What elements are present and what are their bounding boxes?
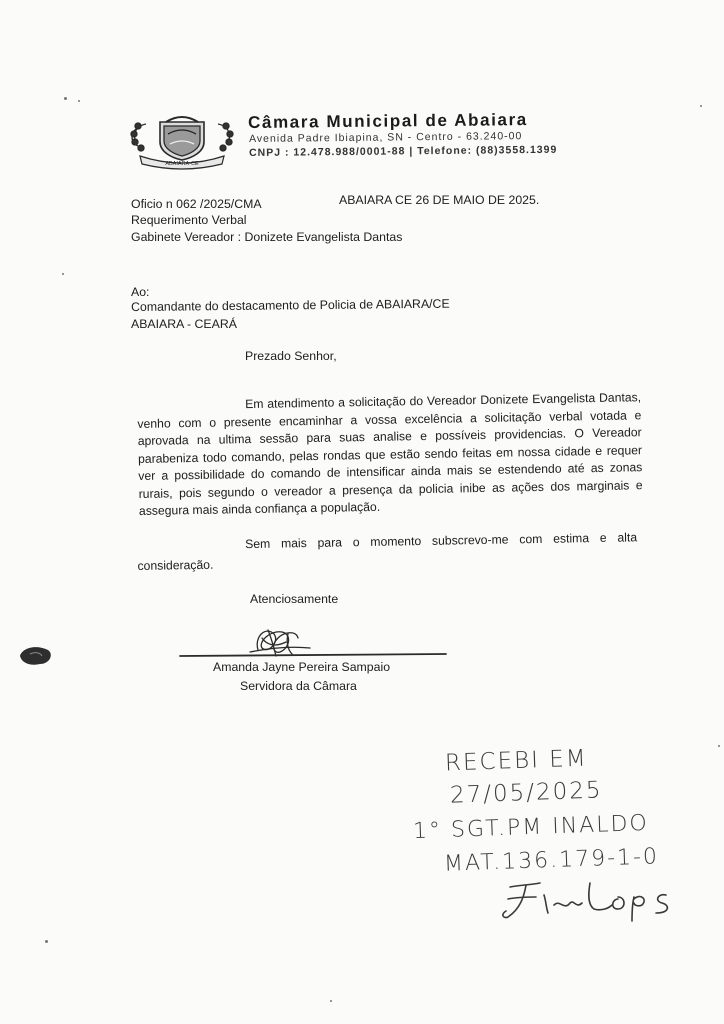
receipt-line-4: MAT.136.179-1-0 [443, 844, 660, 877]
scan-speck [64, 97, 67, 100]
recipient-line-2: ABAIARA - CEARÁ [131, 317, 237, 331]
letterhead-title: Câmara Municipal de Abaiara [248, 110, 528, 132]
recipient-ao: Ao: [131, 285, 150, 299]
scan-speck [718, 745, 720, 747]
place-date: ABAIARA CE 26 DE MAIO DE 2025. [339, 193, 540, 207]
salutation: Prezado Senhor, [245, 349, 337, 363]
receipt-line-3: 1° SGT.PM INALDO [412, 810, 650, 845]
letterhead-address: Avenida Padre Ibiapina, SN - Centro - 63.240-00 [249, 130, 523, 145]
oficio-number: Oficio n 062 /2025/CMA [131, 197, 262, 211]
signer-role: Servidora da Câmara [240, 679, 357, 693]
body-paragraph [137, 389, 643, 520]
handwritten-signature [170, 608, 460, 688]
sign-off: Atenciosamente [250, 592, 339, 606]
scan-speck [45, 940, 48, 943]
signer-name: Amanda Jayne Pereira Sampaio [213, 660, 391, 674]
crest-banner-text: ABAIARA-CE [165, 161, 199, 167]
receipt-line-1: RECEBI EM [444, 745, 589, 777]
letterhead-cnpj-phone: CNPJ : 12.478.988/0001-88 | Telefone: (88)3558.1399 [249, 143, 558, 159]
closing-paragraph-text: Sem mais para o momento subscrevo-me com estima e alta consideração. [137, 530, 638, 573]
receipt-signature [490, 875, 690, 925]
requerimento-label: Requerimento Verbal [131, 213, 247, 227]
scan-speck [78, 100, 80, 102]
scan-edge-blot [18, 644, 54, 666]
scan-speck [700, 105, 702, 107]
body-paragraph-text: Em atendimento a solicitação do Vereador Donizete Evangelista Dantas, venho com o presente encaminhar a vossa excelência a solicitação verbal votada e aprovada na ultima sessão para suas analise e possíveis providencias. O Vereador parabeniza todo comando, pelas rondas que estão sendo feitas em nossa cidade e requer ver a possibilidade do comando de intensificar ainda mais se estendendo até as zonas rurais, pois segundo o vereador a presença da policia inibe as ações dos marginais e assegura mais ainda confiança a população. [137, 390, 643, 518]
closing-paragraph [137, 527, 638, 576]
scan-speck [330, 1000, 332, 1002]
gabinete-vereador: Gabinete Vereador : Donizete Evangelista Dantas [131, 230, 403, 244]
receipt-line-2: 27/05/2025 [449, 777, 603, 809]
municipal-crest-logo [126, 112, 238, 170]
recipient-line-1: Comandante do destacamento de Policia de ABAIARA/CE [131, 296, 450, 314]
scan-speck [62, 273, 64, 275]
